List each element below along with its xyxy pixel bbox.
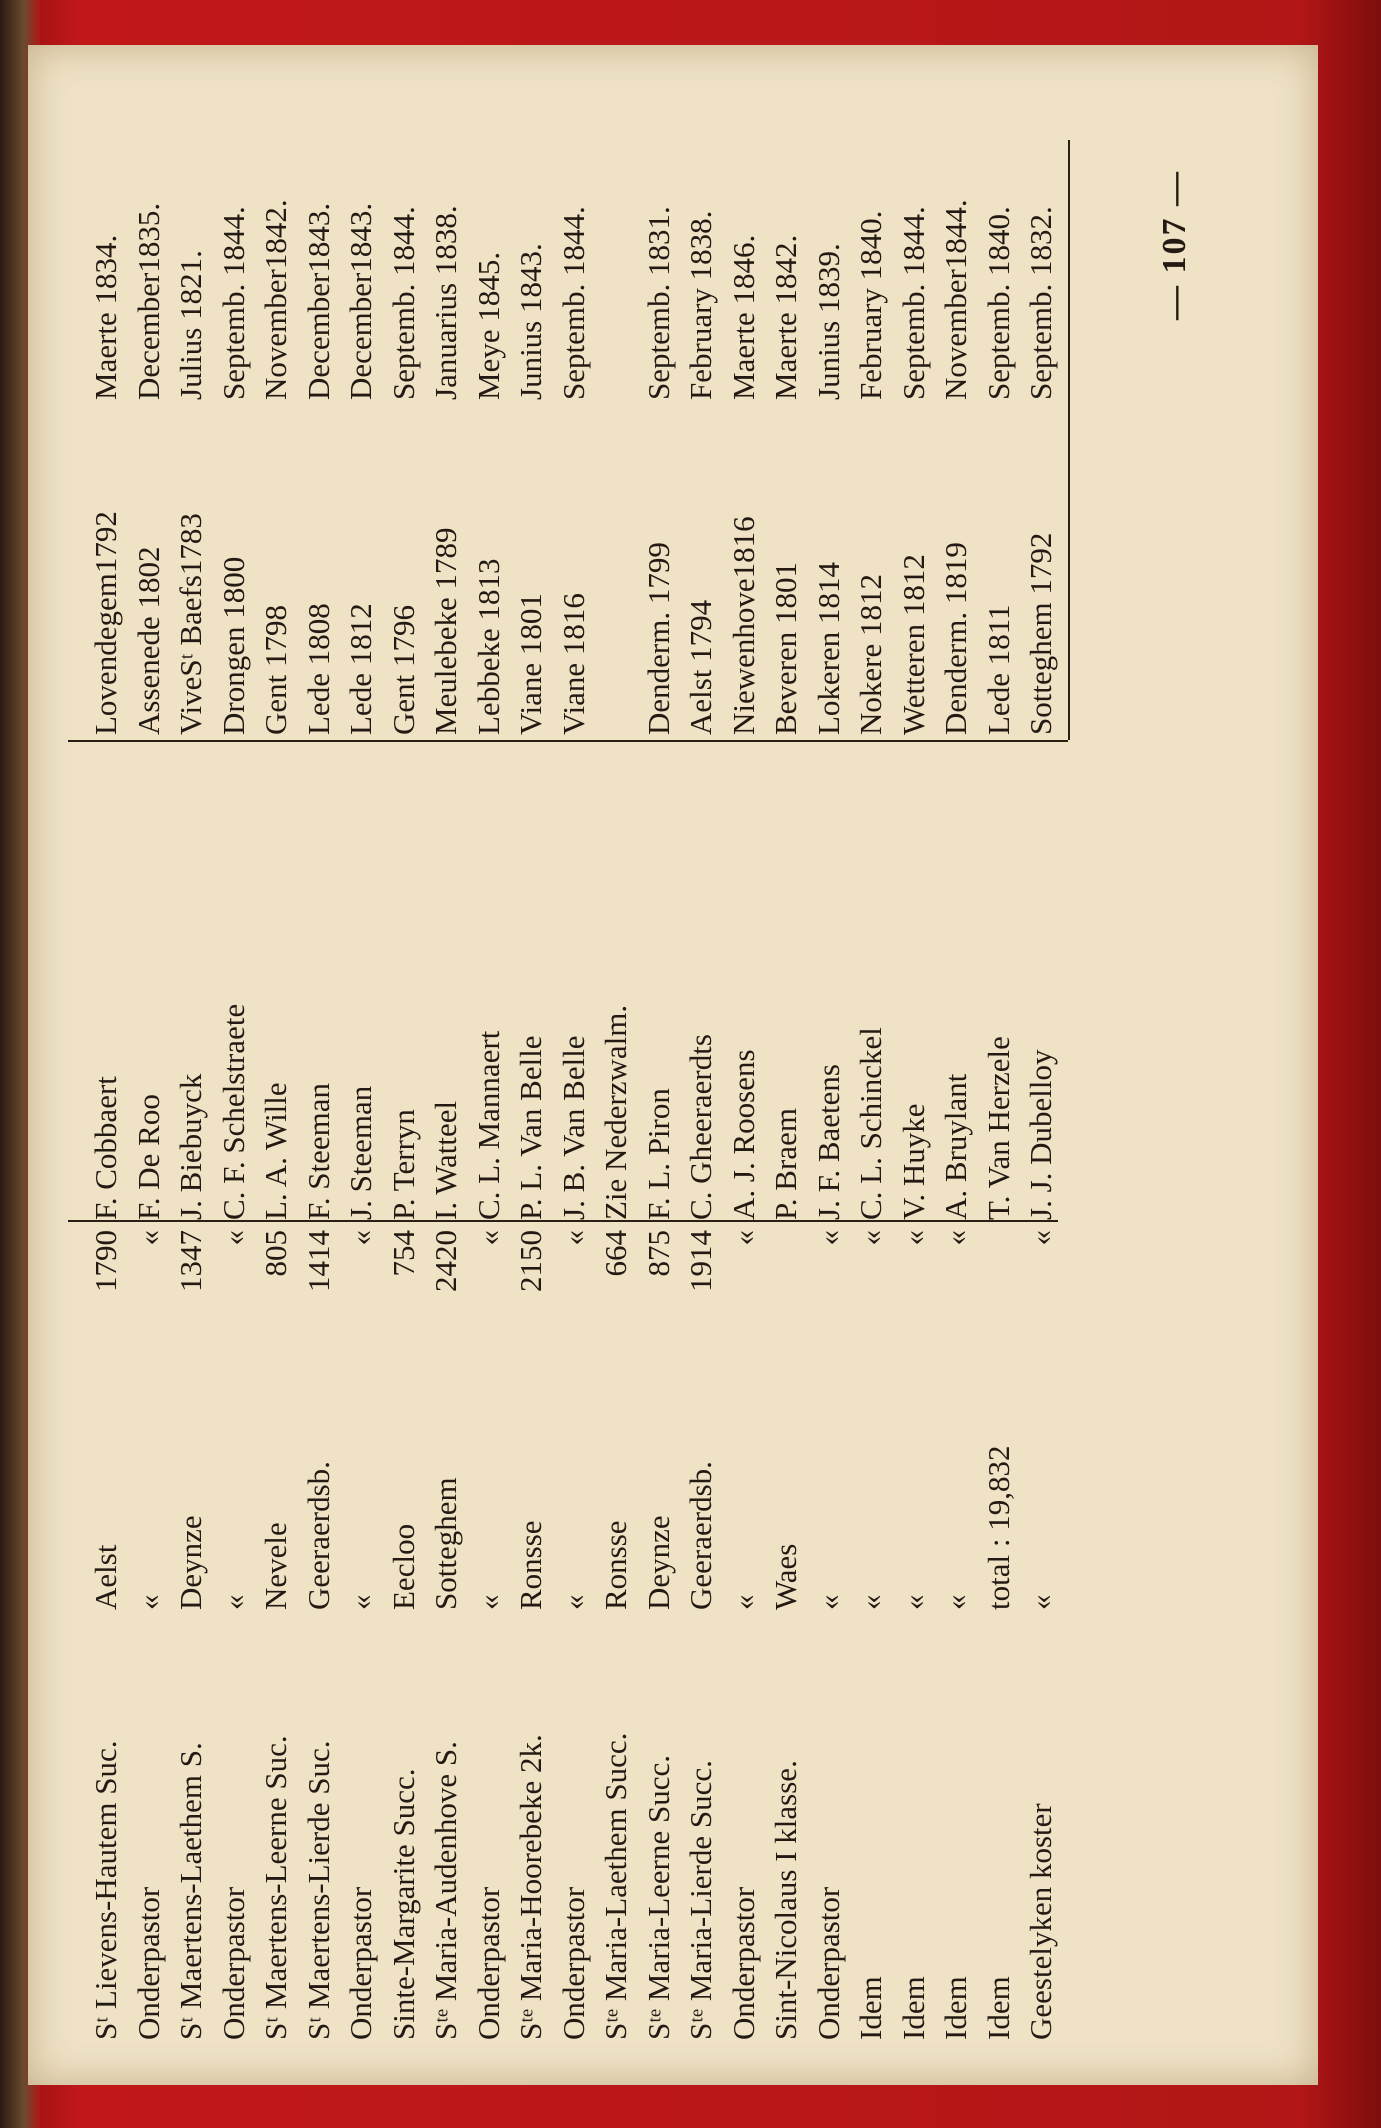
cell-title: Onderpastor [130,1886,166,2040]
cell-title: Idem [895,1976,931,2040]
table-row [683,140,719,2040]
table-row [1023,140,1059,2040]
cell-birth: Meulebeke 1789 [428,527,463,735]
cell-place: Ronsse [598,1520,633,1610]
cell-date: Junius 1843. [513,243,548,400]
cell-birth: Lebbeke 1813 [470,558,506,735]
cell-name: C. L. Mannaert [470,1030,506,1220]
cell-birth: Lokeren 1814 [810,561,846,735]
cell-date: December1843. [300,202,336,400]
cell-title: Sᵗᵉ Maria-Laethem Succ. [598,1732,633,2040]
register-table [68,140,1128,2040]
cell-date: February 1838. [683,210,718,400]
cell-num: « [130,1230,166,1246]
cell-title: Onderpastor [470,1886,506,2040]
cell-title: Idem [938,1976,973,2040]
cell-place: Deynze [640,1515,676,1610]
table-row [386,140,422,2040]
cell-name: F. L. Piron [640,1088,676,1220]
cell-birth: Aelst 1794 [683,599,718,735]
cell-num: « [895,1230,931,1246]
cell-birth: Wetteren 1812 [895,554,931,735]
cell-name: A. J. Roosens [725,1049,761,1220]
cell-date: Maerte 1834. [88,234,123,400]
cell-date: Septemb. 1840. [980,206,1016,400]
cell-name: I. Watteel [428,1100,463,1220]
page-number: — 107 — [1156,170,1193,320]
cell-place: « [130,1594,166,1610]
cell-date: Septemb. 1844. [895,206,931,400]
table-row [811,140,847,2040]
cell-name: J. F. Baetens [810,1064,846,1220]
cell-place: Nevele [258,1522,293,1610]
cell-date: February 1840. [853,210,888,400]
cell-num: « [1023,1230,1058,1246]
cell-title: Sᵗᵉ Maria-Lierde Succ. [683,1760,718,2040]
cell-num: 1414 [300,1230,336,1292]
table-row [726,140,762,2040]
cell-place: « [938,1594,973,1610]
cell-name: T. Van Herzele [980,1036,1016,1220]
cell-place: « [895,1594,931,1610]
cell-place: Geeraerdsb. [300,1461,336,1610]
table-row [853,140,889,2040]
cell-name: P. Terryn [385,1109,421,1220]
cell-date: December1835. [130,202,166,400]
rotated-text-block [68,140,1268,2040]
cell-title: Sᵗ Maertens-Laethem S. [173,1742,208,2040]
table-row [131,140,167,2040]
cell-name: C. Gheeraerdts [683,1034,718,1220]
table-row [598,140,634,2040]
cell-birth: Lede 1811 [980,604,1016,735]
cell-place: « [1023,1594,1058,1610]
cell-title: Sᵗ Maertens-Leerne Suc. [258,1735,293,2040]
cell-title: Sint-Nicolaus I klasse. [768,1760,803,2040]
cell-title: Onderpastor [215,1886,251,2040]
cell-place: Aelst [88,1544,123,1610]
cell-birth: Beveren 1801 [768,561,803,735]
cell-place: « [215,1594,251,1610]
cell-date: Septemb. 1844. [385,206,421,400]
cell-num: « [215,1230,251,1246]
cell-name: F. De Roo [130,1094,166,1220]
table-row [556,140,592,2040]
cell-birth: Denderm. 1799 [640,542,676,735]
cell-name: L. A. Wille [258,1082,293,1220]
cell-date: Septemb. 1832. [1023,206,1058,400]
cell-place: Eecloo [385,1523,421,1610]
cell-title: Geestelyken koster [1023,1803,1058,2040]
cell-num: 805 [258,1230,293,1277]
cell-title: Sᵗᵉ Maria-Leerne Succ. [640,1754,676,2040]
cell-num: « [470,1230,506,1246]
cell-birth: Assenede 1802 [130,546,166,735]
table-row [428,140,464,2040]
table-row [938,140,974,2040]
cell-name: A. Bruylant [938,1073,973,1220]
cell-title: Sinte-Margarite Succ. [385,1768,421,2040]
cell-name: C. F. Schelstraete [215,1003,251,1220]
table-row [981,140,1017,2040]
cell-place: « [470,1594,506,1610]
cell-place: « [810,1594,846,1610]
cell-place: Waes [768,1543,803,1610]
cell-birth: Gent 1796 [385,604,421,735]
table-row [471,140,507,2040]
cell-place: Geeraerdsb. [683,1461,718,1610]
cell-date: Junius 1839. [810,243,846,400]
cell-place: « [555,1594,591,1610]
cell-title: Onderpastor [725,1886,761,2040]
cell-name: J. J. Dubelloy [1023,1049,1058,1220]
cell-place: « [343,1594,378,1610]
cell-date: November1842. [258,199,293,400]
cell-num: « [853,1230,888,1246]
cell-date: Maerte 1846. [725,234,761,400]
cell-name: J. B. Van Belle [555,1035,591,1220]
book-page [28,45,1318,2085]
cell-birth: Viane 1816 [555,593,591,735]
cell-num: 754 [385,1230,421,1277]
cell-num: « [810,1230,846,1246]
cell-place: Sotteghem [428,1477,463,1610]
cell-birth: Nokere 1812 [853,574,888,735]
table-row [258,140,294,2040]
cell-title: Sᵗ Maertens-Lierde Suc. [300,1740,336,2040]
column-divider [68,740,1068,742]
cell-name: F. Steeman [300,1082,336,1220]
cell-birth: Gent 1798 [258,604,293,735]
table-row [343,140,379,2040]
cell-birth: Lede 1808 [300,603,336,735]
table-row [216,140,252,2040]
table-row [88,140,124,2040]
cell-name: Zie Nederzwalm. [598,1004,633,1220]
cell-date: Meye 1845. [470,251,506,400]
cell-num: 2420 [428,1230,463,1292]
cell-date: Septemb. 1844. [555,206,591,400]
cell-num: 1347 [173,1230,208,1292]
cell-name: F. Cobbaert [88,1076,123,1220]
cell-num: 2150 [513,1230,548,1292]
cell-place: « [853,1594,888,1610]
cell-num: « [555,1230,591,1246]
cell-title: Onderpastor [810,1886,846,2040]
cell-birth: Sotteghem 1792 [1023,532,1058,735]
cell-title: Sᵗᵉ Maria-Hoorebeke 2k. [513,1734,548,2040]
cell-name: C. L. Schinckel [853,1027,888,1220]
cell-title: Idem [980,1976,1016,2040]
table-row [513,140,549,2040]
cell-name: P. L. Van Belle [513,1035,548,1220]
table-bottom-rule [1068,140,1070,740]
cell-title: Sᵗᵉ Maria-Audenhove S. [428,1741,463,2040]
cell-date: November1844. [938,199,973,400]
cell-num: « [938,1230,973,1246]
cell-place: Ronsse [513,1520,548,1610]
table-row [641,140,677,2040]
cell-name: J. Steeman [343,1085,378,1220]
column-divider [68,1220,1058,1222]
cell-title: Onderpastor [555,1886,591,2040]
cell-birth: Denderm. 1819 [938,542,973,735]
cell-name: J. Biebuyck [173,1073,208,1220]
cell-date: Januarius 1838. [428,205,463,400]
cell-birth: ViveSᵗ Baefs1783 [173,513,208,735]
cell-date: December1843. [343,202,378,400]
cell-birth: Drongen 1800 [215,556,251,735]
cell-birth: Lovendegem1792 [88,511,123,735]
cell-title: Onderpastor [343,1886,378,2040]
cell-date: Maerte 1842. [768,234,803,400]
table-row [173,140,209,2040]
cell-date: Julius 1821. [173,250,208,400]
cell-date: Septemb. 1844. [215,206,251,400]
cell-name: P. Braem [768,1108,803,1220]
cell-num: 875 [640,1230,676,1277]
cell-num: 1914 [683,1230,718,1292]
table-row [896,140,932,2040]
cell-place: total : 19,832 [980,1445,1016,1610]
cell-date: Septemb. 1831. [640,206,676,400]
cell-num: 1790 [88,1230,123,1292]
cell-place: Deynze [173,1515,208,1610]
cell-birth: Niewenhove1816 [725,516,761,735]
table-row [301,140,337,2040]
cell-title: Sᵗ Lievens-Hautem Suc. [88,1740,123,2040]
cell-num: 664 [598,1230,633,1277]
cell-num: « [343,1230,378,1246]
cell-place: « [725,1594,761,1610]
cell-num: « [725,1230,761,1246]
cell-birth: Lede 1812 [343,603,378,735]
cell-title: Idem [853,1976,888,2040]
cell-birth: Viane 1801 [513,593,548,735]
cell-name: V. Huyke [895,1103,931,1220]
table-row [768,140,804,2040]
